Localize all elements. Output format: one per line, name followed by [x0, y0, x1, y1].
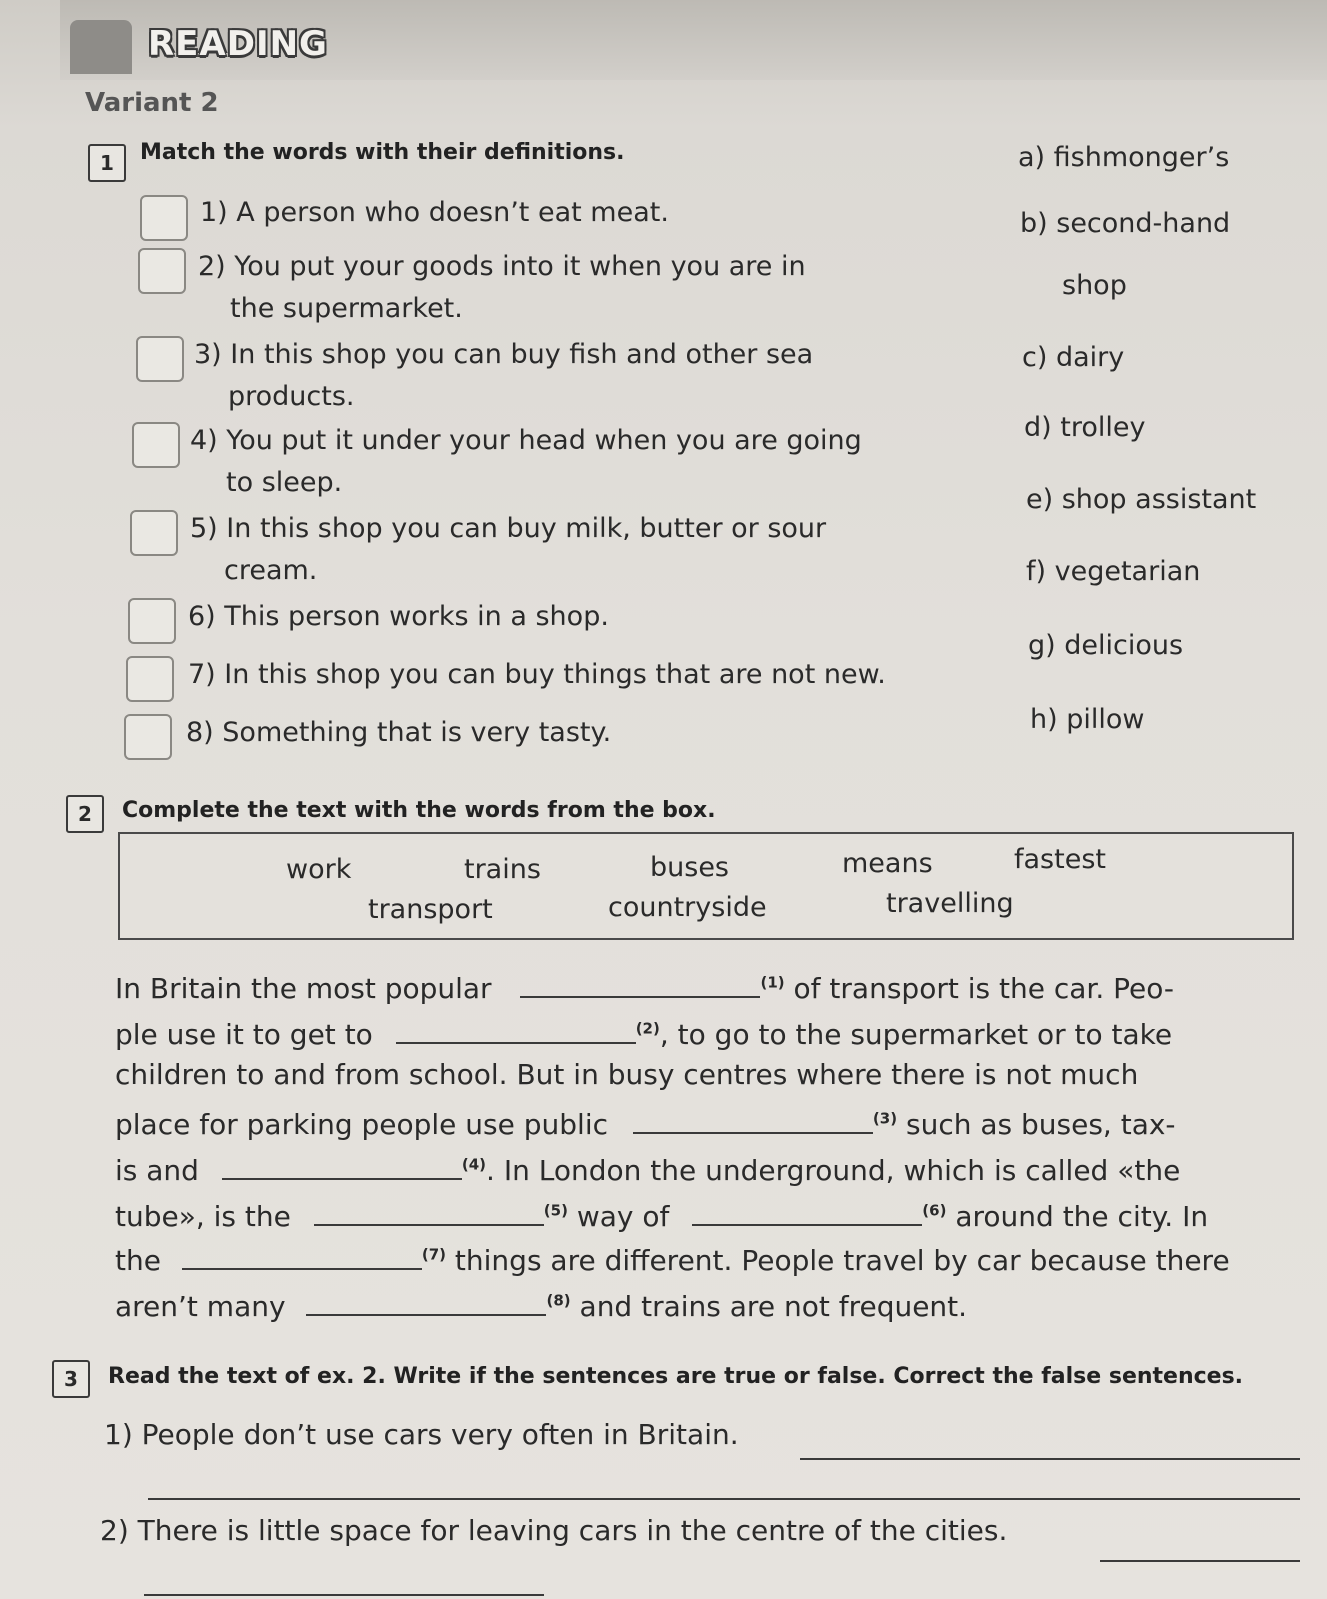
text-segment: way of	[576, 1200, 670, 1233]
word-box	[118, 832, 1294, 940]
variant-label: Variant 2	[85, 88, 219, 118]
box-word-buses: buses	[650, 852, 729, 883]
word-h: h) pillow	[1030, 704, 1145, 735]
text-segment: ple use it to get to	[115, 1018, 373, 1051]
answer-box-6[interactable]	[128, 598, 176, 644]
answer-line-2b[interactable]	[144, 1594, 544, 1596]
gap-number-6: (6)	[922, 1201, 947, 1220]
gap-2[interactable]	[396, 1014, 636, 1044]
exercise-3-number: 3	[52, 1360, 90, 1398]
text-line-6	[115, 1196, 1295, 1233]
gap-number-3: (3)	[872, 1109, 898, 1128]
box-word-means: means	[842, 848, 933, 879]
text-segment: of transport is the car. Peo-	[793, 972, 1174, 1005]
gap-5[interactable]	[314, 1196, 544, 1226]
definition-8: 8) Something that is very tasty.	[186, 717, 612, 748]
text-line-1	[115, 968, 1295, 1005]
box-word-transport: transport	[368, 894, 493, 925]
word-e: e) shop assistant	[1026, 484, 1257, 515]
box-word-countryside: countryside	[608, 892, 767, 923]
definition-3-line-1: 3) In this shop you can buy fish and other sea	[194, 339, 814, 370]
answer-box-1[interactable]	[140, 195, 188, 241]
definition-5-line-1: 5) In this shop you can buy milk, butter or sour	[190, 513, 827, 544]
gap-number-2: (2)	[635, 1019, 660, 1038]
definition-3-line-2: products.	[228, 381, 355, 412]
answer-box-2[interactable]	[138, 248, 186, 294]
word-g: g) delicious	[1028, 630, 1184, 661]
answer-line-2a[interactable]	[1100, 1560, 1300, 1562]
answer-box-3[interactable]	[136, 336, 184, 382]
text-segment: around the city. In	[955, 1200, 1209, 1233]
word-b: b) second-hand	[1020, 208, 1231, 239]
gap-number-5: (5)	[543, 1201, 568, 1220]
box-word-work: work	[286, 854, 352, 885]
word-a: a) fishmonger’s	[1018, 142, 1230, 173]
answer-line-1a[interactable]	[800, 1458, 1300, 1460]
answer-box-8[interactable]	[124, 714, 172, 760]
text-line-2	[115, 1014, 1295, 1051]
exercise-1-number: 1	[88, 144, 126, 182]
text-segment: and trains are not frequent.	[579, 1290, 968, 1323]
exercise-2-title: Complete the text with the words from the box.	[122, 798, 716, 823]
text-line-5	[115, 1150, 1295, 1187]
definition-2-line-1: 2) You put your goods into it when you are in	[198, 251, 806, 282]
gap-8[interactable]	[306, 1286, 546, 1316]
word-f: f) vegetarian	[1026, 556, 1201, 587]
text-segment: In Britain the most popular	[115, 972, 492, 1005]
text-line-3: children to and from school. But in busy centres where there is not much	[115, 1058, 1139, 1091]
exercise-3-title: Read the text of ex. 2. Write if the sentences are true or false. Correct the false sentences.	[108, 1364, 1244, 1389]
definition-1: 1) A person who doesn’t eat meat.	[200, 197, 669, 228]
text-segment: is and	[115, 1154, 199, 1187]
exercise-2-number: 2	[66, 795, 104, 833]
gap-4[interactable]	[222, 1150, 462, 1180]
statement-2: 2) There is little space for leaving cars in the centre of the cities.	[100, 1514, 1008, 1547]
definition-5-line-2: cream.	[224, 555, 318, 586]
header-tab-decoration	[70, 20, 132, 74]
answer-box-4[interactable]	[132, 422, 180, 468]
exercise-1-title: Match the words with their definitions.	[140, 140, 625, 165]
box-word-trains: trains	[464, 854, 541, 885]
gap-number-4: (4)	[461, 1155, 487, 1174]
text-line-7	[115, 1240, 1295, 1277]
box-word-fastest: fastest	[1014, 844, 1106, 875]
definition-2-line-2: the supermarket.	[230, 293, 463, 324]
text-segment: tube», is the	[115, 1200, 291, 1233]
text-segment: such as buses, tax-	[905, 1108, 1176, 1141]
word-c: c) dairy	[1022, 342, 1125, 373]
text-segment: , to go to the supermarket or to take	[659, 1018, 1173, 1051]
definition-6: 6) This person works in a shop.	[188, 601, 609, 632]
word-d: d) trolley	[1024, 412, 1146, 443]
text-line-8	[115, 1286, 1295, 1323]
text-segment: the	[115, 1244, 161, 1277]
answer-line-1b[interactable]	[148, 1498, 1300, 1500]
gap-6[interactable]	[692, 1196, 922, 1226]
text-segment: . In London the underground, which is called «the	[486, 1154, 1181, 1187]
word-b-continued: shop	[1062, 270, 1127, 301]
text-line-4	[115, 1104, 1295, 1141]
gap-number-8: (8)	[546, 1291, 571, 1310]
answer-box-7[interactable]	[126, 656, 174, 702]
definition-4-line-2: to sleep.	[226, 467, 343, 498]
definition-4-line-1: 4) You put it under your head when you are going	[190, 425, 862, 456]
gap-1[interactable]	[520, 968, 760, 998]
section-title: READING	[148, 24, 328, 64]
definition-7: 7) In this shop you can buy things that are not new.	[188, 659, 886, 690]
box-word-travelling: travelling	[886, 888, 1014, 919]
statement-1: 1) People don’t use cars very often in Britain.	[104, 1418, 739, 1451]
text-segment: things are different. People travel by car because there	[454, 1244, 1230, 1277]
answer-box-5[interactable]	[130, 510, 178, 556]
gap-number-1: (1)	[760, 973, 785, 992]
text-segment: aren’t many	[115, 1290, 286, 1323]
gap-7[interactable]	[182, 1240, 422, 1270]
text-segment: place for parking people use public	[115, 1108, 609, 1141]
gap-number-7: (7)	[421, 1245, 447, 1264]
gap-3[interactable]	[633, 1104, 873, 1134]
